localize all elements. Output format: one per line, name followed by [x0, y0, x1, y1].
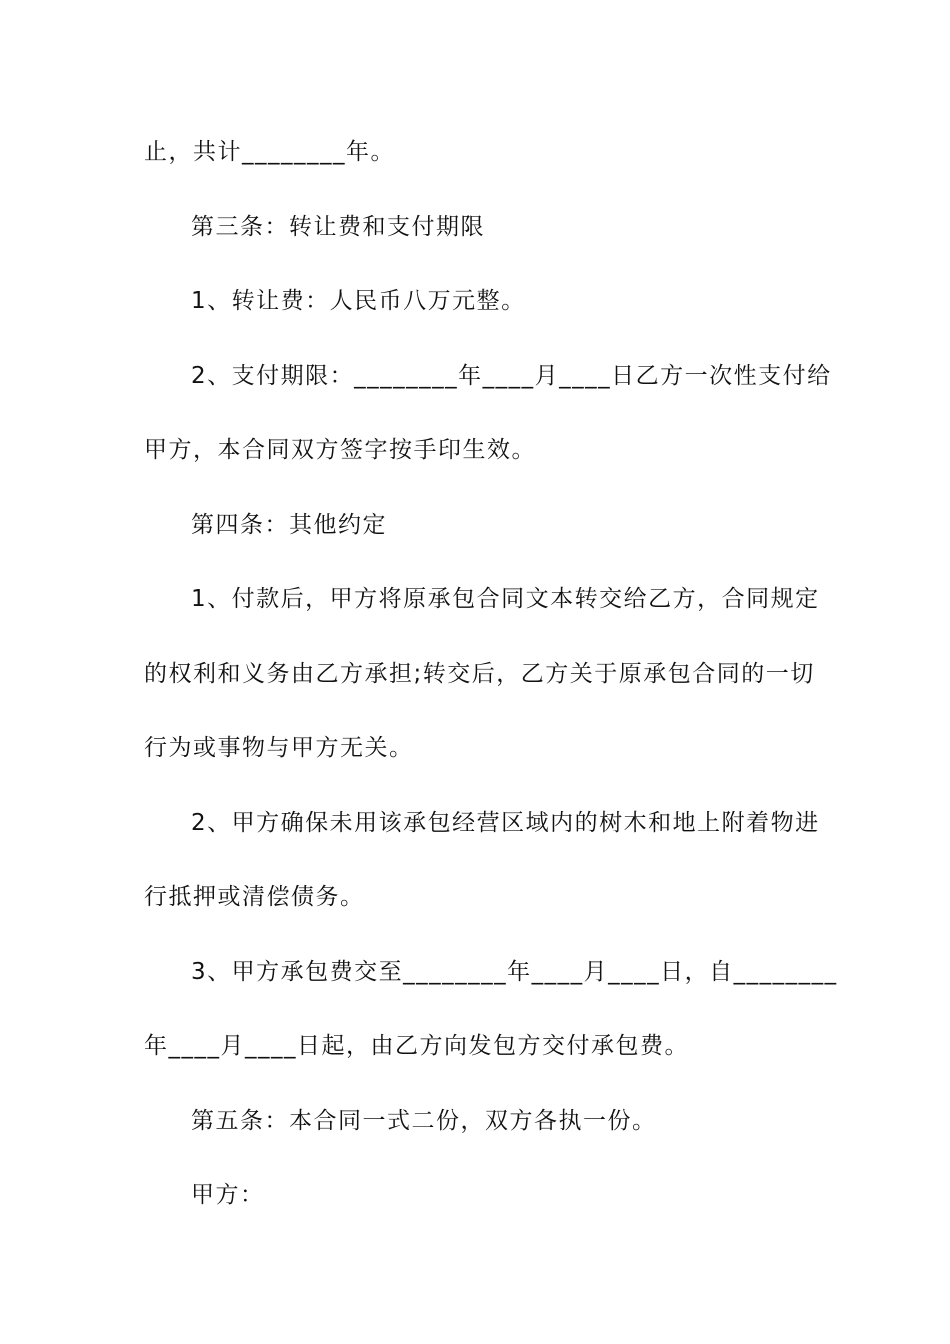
line-payment-term: 2、支付期限：________年____月____日乙方一次性支付给 — [191, 362, 832, 389]
line-clause-2-end: 行抵押或清偿债务。 — [144, 884, 365, 910]
contract-body — [144, 128, 838, 1246]
line-clause-1: 1、付款后，甲方将原承包合同文本转交给乙方，合同规定 — [191, 586, 820, 612]
article-5: 第五条：本合同一式二份，双方各执一份。 — [191, 1107, 657, 1134]
line-clause-1-end: 行为或事物与甲方无关。 — [144, 735, 414, 761]
line-clause-3-end: 年____月____日起，由乙方向发包方交付承包费。 — [144, 1033, 689, 1059]
article-3-heading: 第三条：转让费和支付期限 — [191, 213, 485, 240]
line-1: 止，共计________年。 — [144, 139, 395, 165]
article-4-heading: 第四条：其他约定 — [191, 511, 387, 538]
party-a-label: 甲方： — [191, 1182, 265, 1208]
line-transfer-fee: 1、转让费：人民币八万元整。 — [191, 288, 526, 314]
line-payment-term-cont: 甲方，本合同双方签字按手印生效。 — [144, 437, 536, 463]
line-clause-1-cont: 的权利和义务由乙方承担;转交后，乙方关于原承包合同的一切 — [144, 660, 815, 687]
line-clause-3: 3、甲方承包费交至________年____月____日，自________ — [191, 958, 838, 985]
line-clause-2: 2、甲方确保未用该承包经营区域内的树木和地上附着物进 — [191, 809, 820, 836]
